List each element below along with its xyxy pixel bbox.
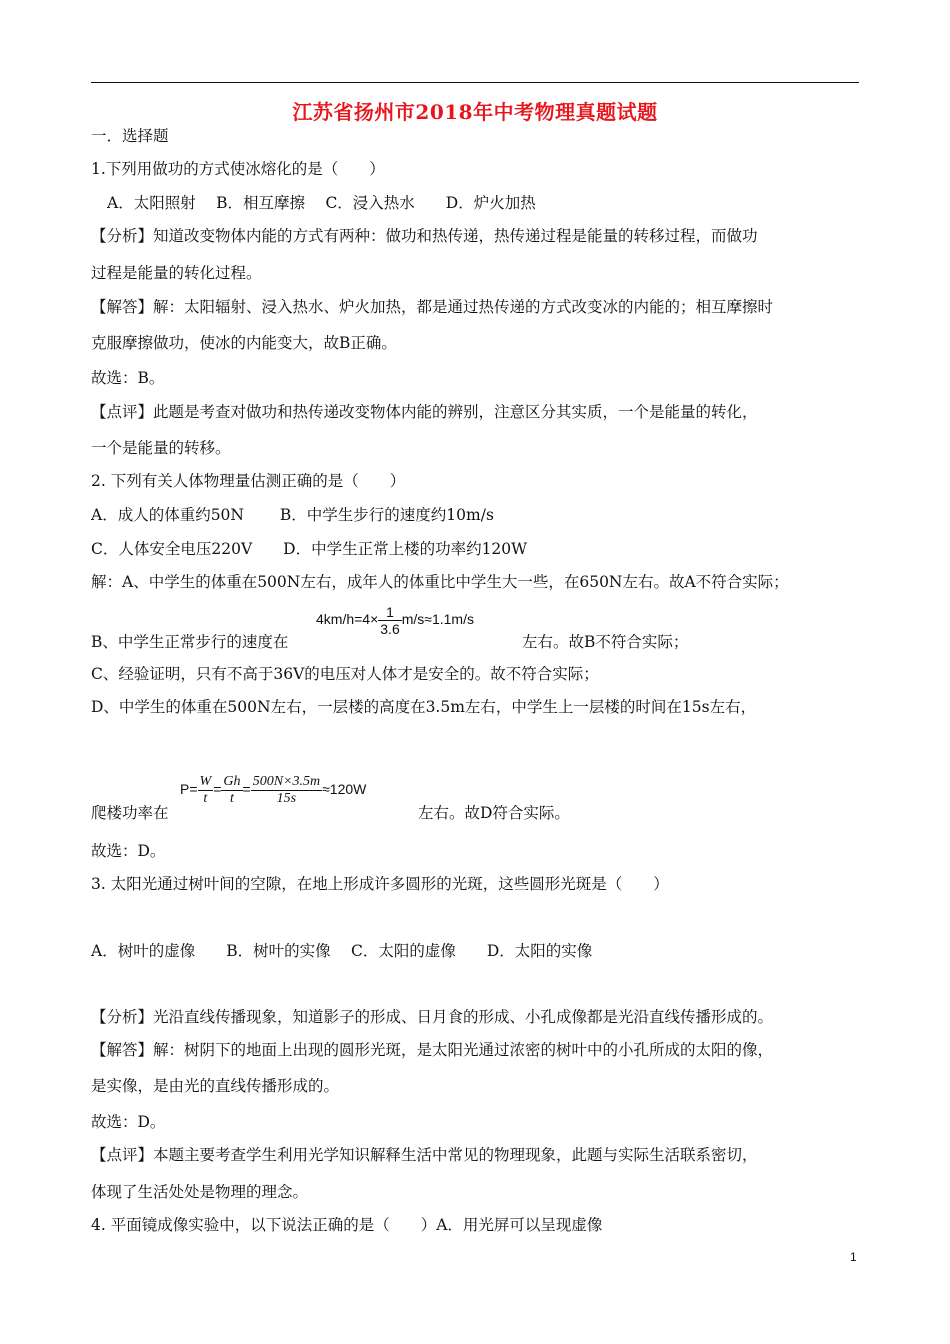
q2-solution-d2-suffix: 左右。故D符合实际。 [418, 804, 570, 822]
q1-answer-line2: 克服摩擦做功，使冰的内能变大，故B正确。 [91, 334, 397, 352]
q3-comment-line2: 体现了生活处处是物理的理念。 [91, 1183, 309, 1201]
q2-solution-d: D、中学生的体重在500N左右，一层楼的高度在3.5m左右，中学生上一层楼的时间在15s左右， [91, 698, 757, 716]
q2-solution-b-prefix: B、中学生正常步行的速度在 [91, 633, 289, 651]
q3-options: A．树叶的虚像 B．树叶的实像 C．太阳的虚像 D．太阳的实像 [91, 942, 593, 960]
section-heading: 一．选择题 [91, 127, 169, 145]
power-formula-equals-2: = [242, 781, 251, 798]
q2-speed-formula [316, 604, 474, 637]
q3-comment-line1: 【点评】本题主要考查学生利用光学知识解释生活中常见的物理现象，此题与实际生活联系密切， [91, 1146, 758, 1164]
q1-comment-line2: 一个是能量的转移。 [91, 439, 231, 457]
q2-options-line1: A．成人的体重约50N B．中学生步行的速度约10m/s [91, 506, 494, 524]
power-fraction-3-denominator: 15s [276, 791, 297, 806]
q2-solution-b-suffix: 左右。故B不符合实际； [522, 633, 689, 651]
power-fraction-1-denominator: t [203, 791, 208, 806]
power-formula-equals: = [213, 781, 222, 798]
q3-answer-line2: 是实像，是由光的直线传播形成的。 [91, 1077, 340, 1095]
q2-power-formula [180, 774, 366, 807]
page-number: 1 [850, 1250, 857, 1264]
q1-analysis-line1: 【分析】知道改变物体内能的方式有两种：做功和热传递，热传递过程是能量的转移过程，而做功 [91, 227, 758, 245]
q1-analysis-line2: 过程是能量的转化过程。 [91, 264, 262, 282]
power-fraction-3 [251, 774, 322, 807]
q3-choice: 故选：D。 [91, 1113, 166, 1131]
q1-choice: 故选：B。 [91, 369, 165, 387]
q3-answer-line1: 【解答】解：树阴下的地面上出现的圆形光斑，是太阳光通过浓密的树叶中的小孔所成的太阳的像， [91, 1041, 774, 1059]
power-fraction-1-numerator: W [199, 774, 212, 789]
q2-solution-c: C、经验证明，只有不高于36V的电压对人体才是安全的。故不符合实际； [91, 665, 599, 683]
q4-stem: 4. 平面镜成像实验中，以下说法正确的是（ ）A．用光屏可以呈现虚像 [91, 1216, 603, 1234]
document-title: 江苏省扬州市2018年中考物理真题试题 [292, 100, 658, 124]
power-fraction-1 [198, 774, 214, 807]
power-formula-p: P= [180, 781, 198, 798]
q3-analysis: 【分析】光沿直线传播现象，知道影子的形成、日月食的形成、小孔成像都是光沿直线传播形成的。 [91, 1008, 774, 1026]
q2-solution-a: 解：A、中学生的体重在500N左右，成年人的体重比中学生大一些，在650N左右。故A不符合实际； [91, 573, 789, 591]
power-fraction-2-denominator: t [229, 791, 234, 806]
q3-stem: 3. 太阳光通过树叶间的空隙，在地上形成许多圆形的光斑，这些圆形光斑是（ ） [91, 875, 669, 893]
speed-fraction [378, 604, 401, 637]
q2-solution-d2-prefix: 爬楼功率在 [91, 804, 169, 822]
power-fraction-3-numerator: 500N×3.5m [252, 774, 321, 789]
speed-formula-left: 4km/h=4× [316, 611, 379, 628]
q1-answer-line1: 【解答】解：太阳辐射、浸入热水、炉火加热，都是通过热传递的方式改变冰的内能的；相互摩擦时 [91, 298, 774, 316]
speed-fraction-denominator: 3.6 [380, 621, 400, 637]
speed-fraction-numerator: 1 [378, 604, 401, 621]
q1-options: A．太阳照射 B．相互摩擦 C．浸入热水 D．炉火加热 [107, 194, 536, 212]
power-formula-result: ≈120W [322, 781, 367, 798]
power-fraction-2 [221, 774, 242, 807]
speed-formula-right: m/s≈1.1m/s [401, 611, 474, 628]
header-rule [91, 82, 859, 83]
q1-comment-line1: 【点评】此题是考查对做功和热传递改变物体内能的辨别，注意区分其实质，一个是能量的转化， [91, 403, 758, 421]
power-fraction-2-numerator: Gh [223, 774, 241, 789]
q2-stem: 2. 下列有关人体物理量估测正确的是（ ） [91, 472, 406, 490]
q2-choice: 故选：D。 [91, 842, 166, 860]
q2-options-line2: C．人体安全电压220V D．中学生正常上楼的功率约120W [91, 540, 528, 558]
q1-stem: 1.下列用做功的方式使冰熔化的是（ ） [91, 160, 385, 178]
